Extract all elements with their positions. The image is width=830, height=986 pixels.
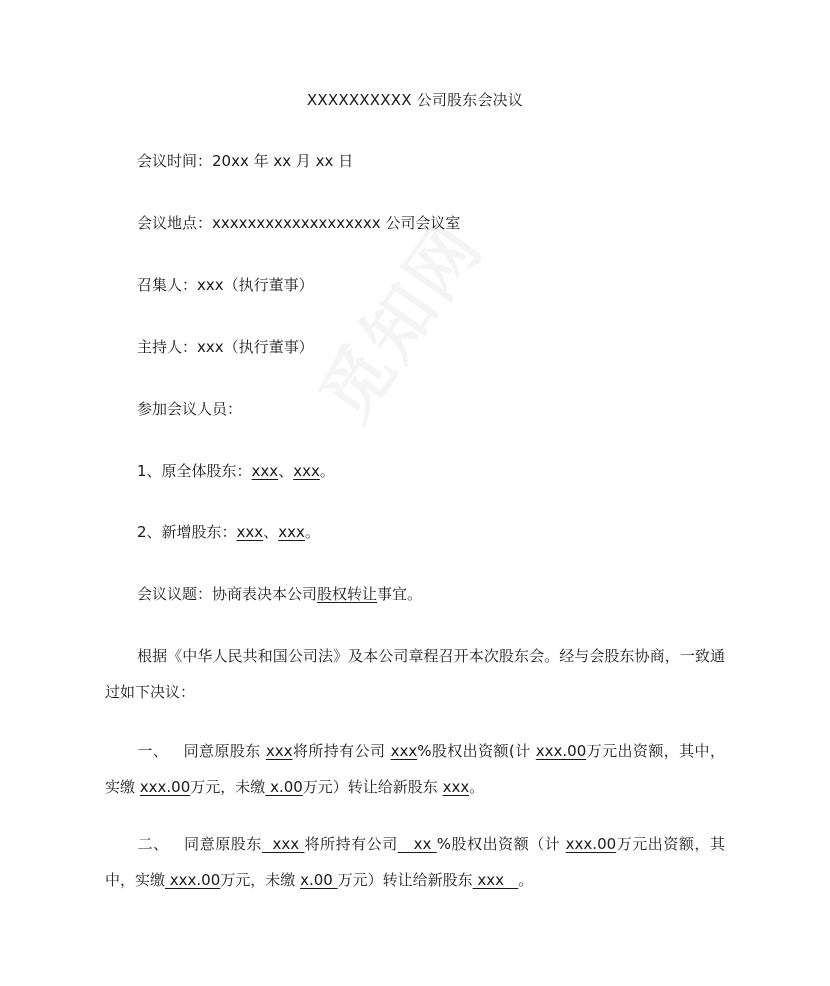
resolution-2-new-shareholder: xxx xyxy=(472,871,519,889)
resolution-1-new-shareholder: xxx xyxy=(442,778,470,796)
intro-text: 根据《中华人民共和国公司法》及本公司章程召开本次股东会。经与会股东协商，一致通过如下决议： xyxy=(105,647,725,701)
meeting-time: 会议时间：20xx 年 xx 月 xx 日 xyxy=(137,152,354,170)
meeting-topic xyxy=(137,584,422,604)
attendees-label: 参加会议人员： xyxy=(137,400,243,418)
resolution-1-paid: xxx.00 xyxy=(139,778,191,796)
resolution-2-paid: xxx.00 xyxy=(165,871,221,889)
separator: 、 xyxy=(278,462,294,480)
convener: 召集人：xxx（执行董事） xyxy=(137,276,314,294)
period: 。 xyxy=(319,462,335,480)
watermark xyxy=(292,198,502,438)
intro-paragraph xyxy=(105,638,725,710)
new-shareholder-name-1: xxx xyxy=(236,523,264,541)
period: 。 xyxy=(304,523,320,541)
resolution-2-percent: xx xyxy=(397,835,437,853)
resolution-1-percent: xxx xyxy=(390,742,418,760)
new-shareholders xyxy=(137,522,320,542)
separator: 、 xyxy=(263,523,279,541)
topic-suffix: 事宜。 xyxy=(377,585,423,603)
resolution-1-number: 一、 xyxy=(137,742,169,760)
resolution-1-amount: xxx.00 xyxy=(535,742,587,760)
resolution-2-amount: xxx.00 xyxy=(565,835,617,853)
resolution-2-unpaid: x.00 xyxy=(300,871,338,889)
resolution-2-number: 二、 xyxy=(137,835,169,853)
original-shareholders xyxy=(137,461,335,481)
original-shareholders-prefix: 1、原全体股东： xyxy=(137,462,252,480)
meeting-place: 会议地点：xxxxxxxxxxxxxxxxxxx 公司会议室 xyxy=(137,214,461,232)
new-shareholder-name-2: xxx xyxy=(278,523,305,541)
resolution-1-unpaid: x.00 xyxy=(265,778,303,796)
topic-underlined: 股权转让 xyxy=(317,585,378,603)
new-shareholders-prefix: 2、新增股东： xyxy=(137,523,237,541)
resolution-2-shareholder: xxx xyxy=(261,835,305,853)
host: 主持人：xxx（执行董事） xyxy=(137,338,314,356)
document-title: XXXXXXXXXX 公司股东会决议 xyxy=(306,91,524,109)
original-shareholder-name-2: xxx xyxy=(293,462,320,480)
topic-prefix: 会议议题：协商表决本公司 xyxy=(137,585,318,603)
original-shareholder-name-1: xxx xyxy=(251,462,279,480)
resolution-1-shareholder: xxx xyxy=(265,742,293,760)
resolution-1: 一、 同意原股东 xxx将所持有公司 xxx%股权出资额(计 xxx.00万元出资额，其中，实缴 xxx.00万元，未缴 x.00万元）转让给新股东 xxx。 xyxy=(105,742,725,796)
resolution-2: 二、 同意原股东 xxx 将所持有公司 xx %股权出资额（计 xxx.00万元出资额，其中，实缴 xxx.00万元，未缴 x.00 万元）转让给新股东 xxx 。 xyxy=(105,835,725,889)
